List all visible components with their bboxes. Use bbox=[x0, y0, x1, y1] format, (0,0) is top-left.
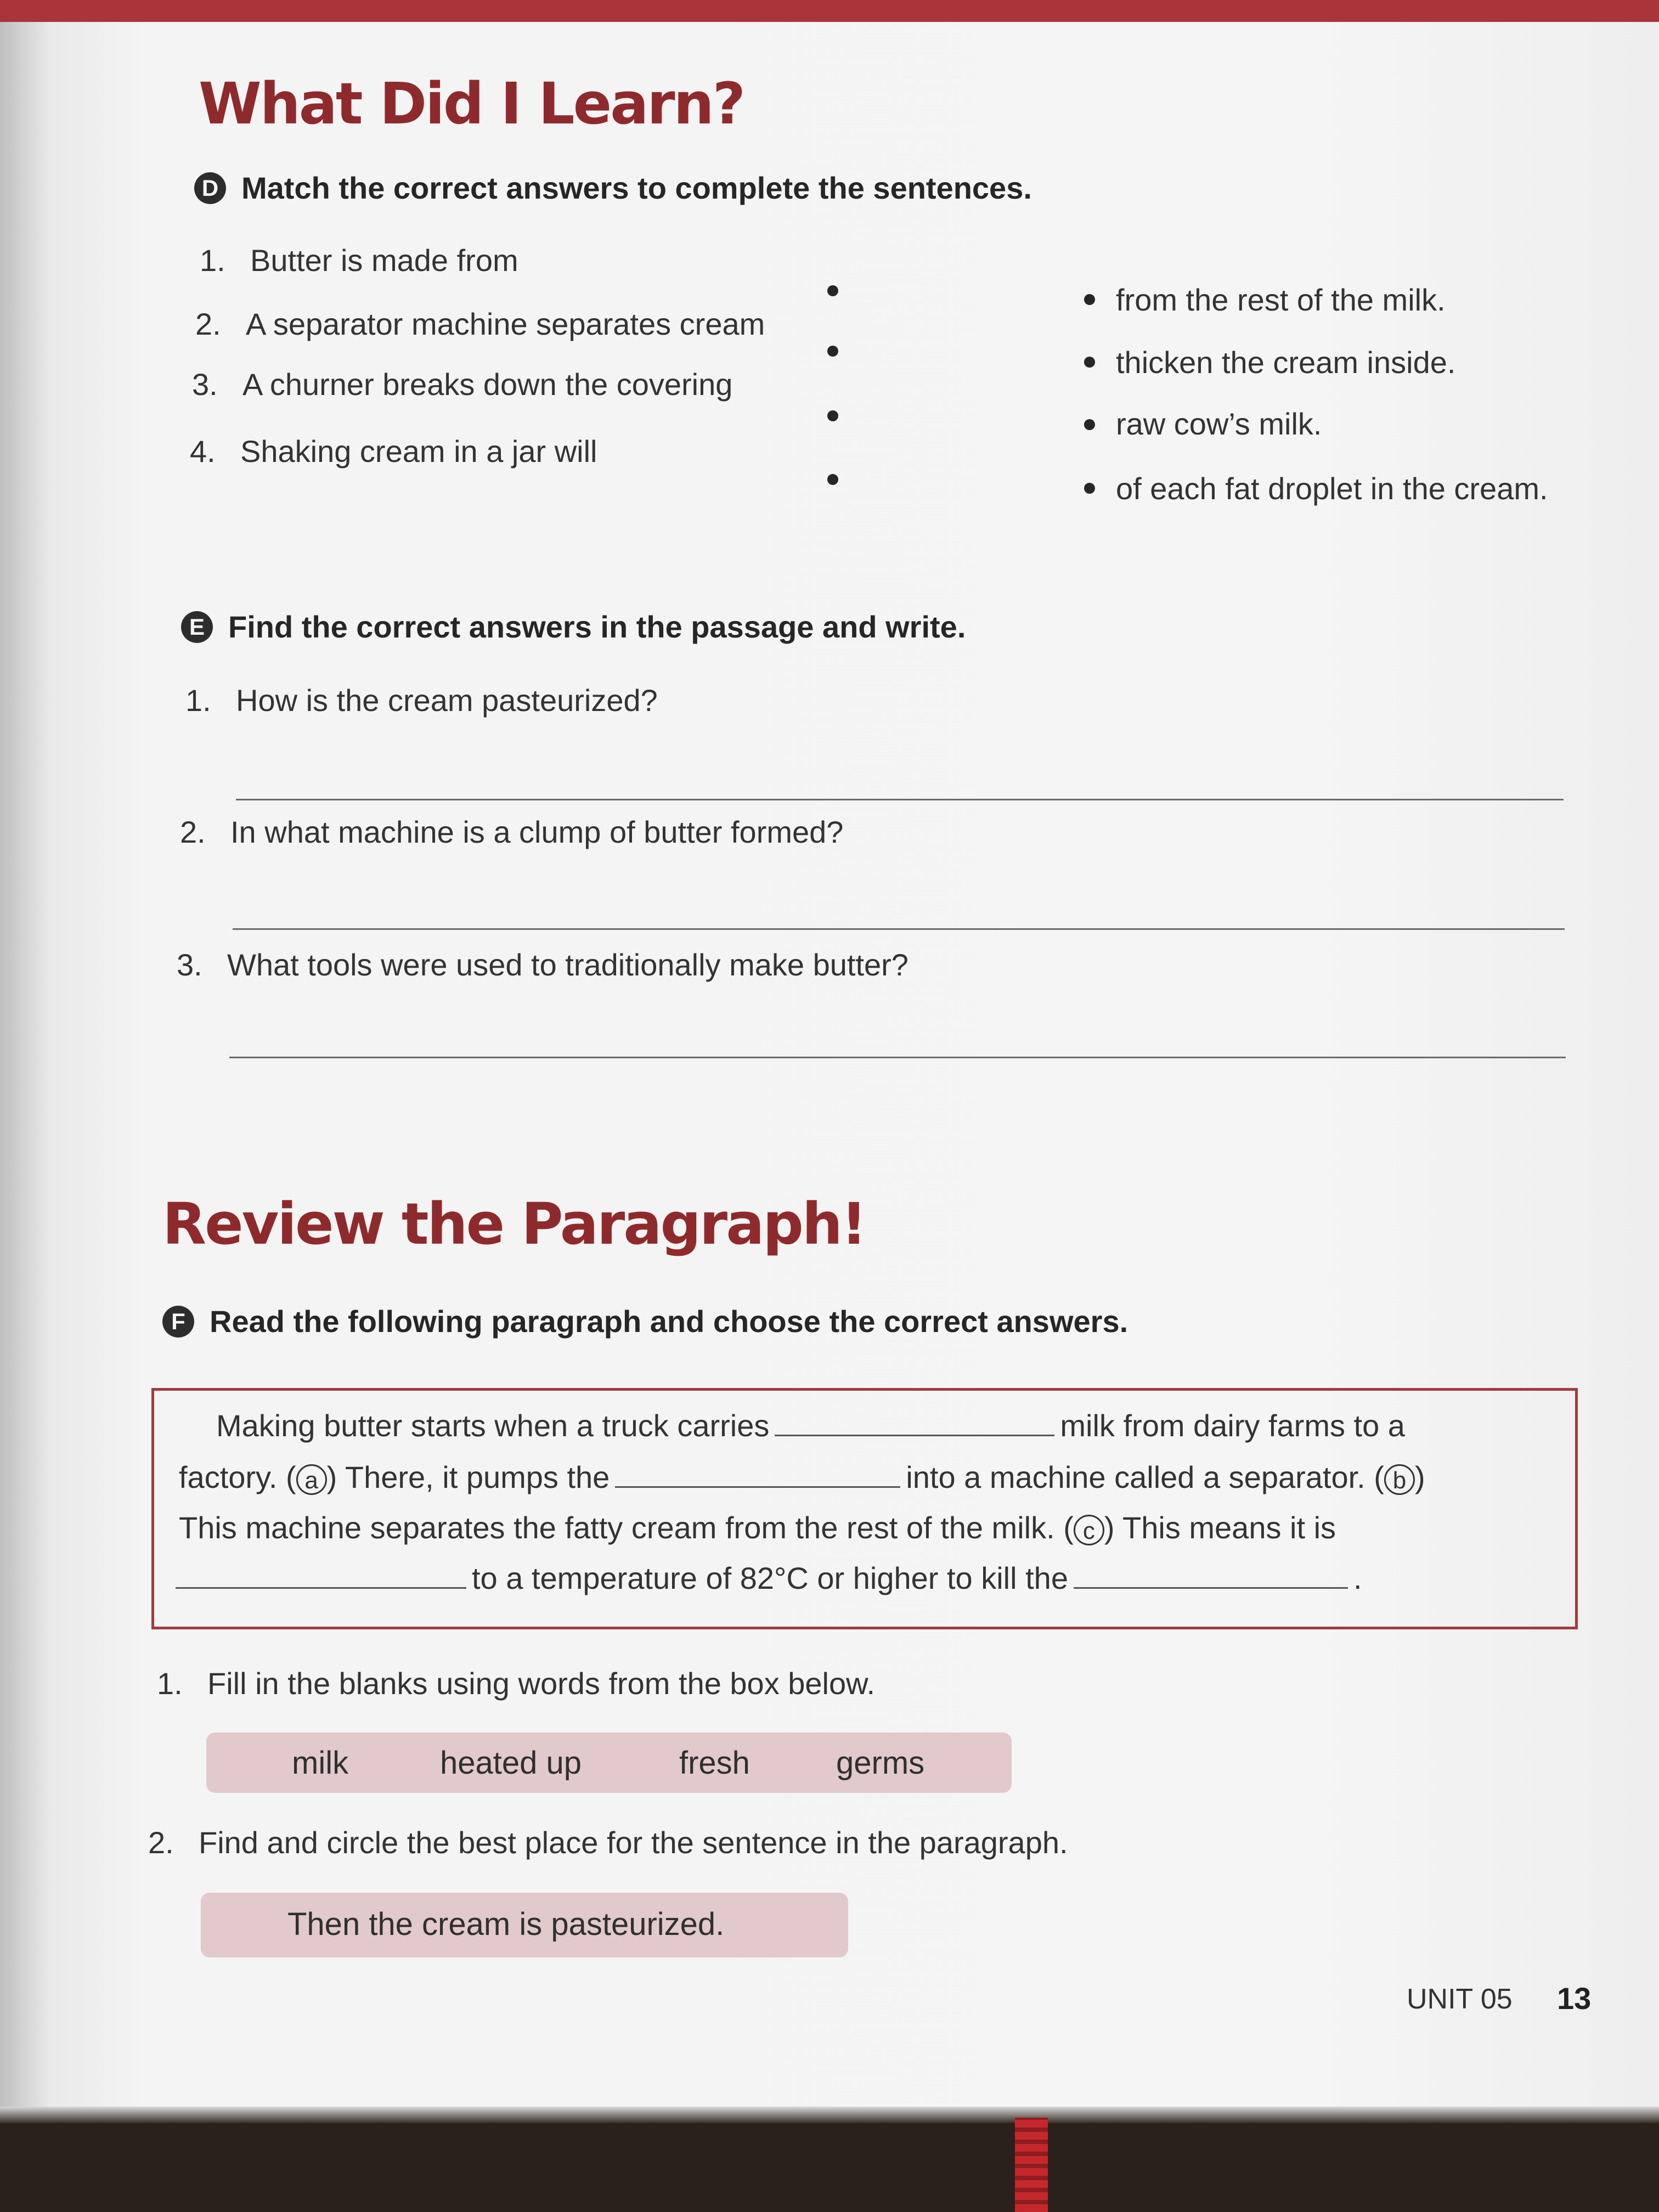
match-left-item bbox=[192, 366, 732, 402]
match-left-item bbox=[195, 306, 765, 342]
section-f-header bbox=[162, 1304, 1128, 1339]
match-dot-right[interactable] bbox=[1084, 483, 1095, 494]
blank-line[interactable] bbox=[775, 1413, 1054, 1436]
question-number: 1. bbox=[185, 683, 211, 718]
paragraph-text: factory. ( bbox=[179, 1460, 296, 1494]
paragraph-text: ) This means it is bbox=[1104, 1510, 1336, 1545]
match-dot-left[interactable] bbox=[827, 474, 838, 485]
word-bank-item[interactable]: fresh bbox=[679, 1745, 750, 1781]
question-text: In what machine is a clump of butter formed? bbox=[230, 815, 844, 849]
question bbox=[180, 814, 843, 850]
answer-line[interactable] bbox=[236, 799, 1564, 800]
paragraph-text: . bbox=[1353, 1561, 1362, 1595]
task-number: 1. bbox=[157, 1666, 183, 1701]
paragraph-line bbox=[176, 1560, 1362, 1596]
item-text: Butter is made from bbox=[250, 243, 518, 278]
word-bank bbox=[206, 1733, 1012, 1793]
sentence-text: Then the cream is pasteurized. bbox=[287, 1906, 725, 1942]
answer-line[interactable] bbox=[229, 1057, 1566, 1058]
word-bank-item[interactable]: milk bbox=[292, 1745, 349, 1781]
task-text: Find and circle the best place for the sentence in the paragraph. bbox=[199, 1825, 1068, 1860]
section-d-instruction: Match the correct answers to complete the sentences. bbox=[241, 171, 1032, 205]
match-dot-right[interactable] bbox=[1084, 294, 1095, 305]
question bbox=[185, 682, 658, 718]
word-bank-item[interactable]: heated up bbox=[440, 1745, 582, 1781]
word-bank-item[interactable]: germs bbox=[836, 1745, 925, 1781]
paragraph-line bbox=[216, 1408, 1405, 1443]
item-text: A churner breaks down the covering bbox=[242, 367, 733, 402]
item-number: 4. bbox=[190, 434, 216, 469]
paragraph-line bbox=[179, 1510, 1336, 1545]
answer-line[interactable] bbox=[233, 928, 1565, 930]
section-e-instruction: Find the correct answers in the passage and write. bbox=[228, 610, 966, 644]
section-e-header bbox=[181, 609, 966, 645]
task-1 bbox=[157, 1666, 875, 1701]
marker-c[interactable]: c bbox=[1074, 1515, 1104, 1545]
question bbox=[177, 947, 909, 983]
section-d-badge: D bbox=[194, 172, 226, 204]
unit-label: UNIT 05 bbox=[1407, 1983, 1513, 2015]
section-f-badge: F bbox=[162, 1306, 194, 1338]
paragraph-text: This machine separates the fatty cream from the rest of the milk. ( bbox=[179, 1510, 1074, 1545]
paragraph-text: into a machine called a separator. ( bbox=[906, 1460, 1384, 1494]
marker-a[interactable]: a bbox=[296, 1464, 327, 1495]
match-dot-right[interactable] bbox=[1084, 357, 1095, 368]
match-right-item: raw cow’s milk. bbox=[1116, 407, 1322, 441]
item-number: 2. bbox=[195, 307, 221, 341]
blank-line[interactable] bbox=[1074, 1565, 1348, 1589]
match-right-item: of each fat droplet in the cream. bbox=[1116, 471, 1548, 506]
item-text: A separator machine separates cream bbox=[246, 307, 765, 341]
match-dot-left[interactable] bbox=[827, 285, 838, 296]
match-dot-left[interactable] bbox=[827, 346, 838, 357]
item-number: 3. bbox=[192, 367, 218, 402]
paragraph-text: Making butter starts when a truck carries bbox=[216, 1408, 770, 1443]
desk-ribbon bbox=[1015, 2118, 1048, 2212]
section-e-badge: E bbox=[181, 611, 213, 643]
paragraph-text: milk from dairy farms to a bbox=[1060, 1408, 1405, 1443]
match-right-item: thicken the cream inside. bbox=[1116, 345, 1456, 380]
page-title: What Did I Learn? bbox=[199, 70, 744, 137]
review-title: Review the Paragraph! bbox=[162, 1190, 866, 1257]
question-text: How is the cream pasteurized? bbox=[236, 683, 658, 718]
blank-line[interactable] bbox=[176, 1565, 466, 1589]
task-number: 2. bbox=[148, 1825, 174, 1860]
task-text: Fill in the blanks using words from the box below. bbox=[207, 1666, 876, 1701]
match-left-item bbox=[190, 433, 597, 469]
task-2 bbox=[148, 1825, 1068, 1860]
match-dot-left[interactable] bbox=[827, 410, 838, 421]
item-number: 1. bbox=[200, 243, 225, 278]
question-number: 3. bbox=[177, 947, 202, 982]
paragraph-text: to a temperature of 82°C or higher to kill the bbox=[472, 1561, 1068, 1595]
paragraph-line bbox=[179, 1459, 1425, 1495]
page-number: 13 bbox=[1557, 1981, 1592, 2016]
marker-b[interactable]: b bbox=[1384, 1464, 1415, 1495]
question-number: 2. bbox=[180, 815, 206, 849]
item-text: Shaking cream in a jar will bbox=[240, 434, 597, 469]
page-edge-shadow bbox=[0, 2107, 1659, 2123]
paragraph-text: ) There, it pumps the bbox=[326, 1460, 610, 1494]
match-right-item: from the rest of the milk. bbox=[1116, 283, 1446, 317]
paragraph-text: ) bbox=[1414, 1460, 1425, 1494]
sentence-box bbox=[201, 1893, 848, 1957]
section-f-instruction: Read the following paragraph and choose the correct answers. bbox=[210, 1304, 1128, 1339]
match-left-item bbox=[200, 242, 518, 278]
blank-line[interactable] bbox=[615, 1464, 900, 1488]
question-text: What tools were used to traditionally make butter? bbox=[227, 947, 909, 982]
section-d-header bbox=[194, 170, 1032, 206]
match-dot-right[interactable] bbox=[1084, 419, 1095, 430]
